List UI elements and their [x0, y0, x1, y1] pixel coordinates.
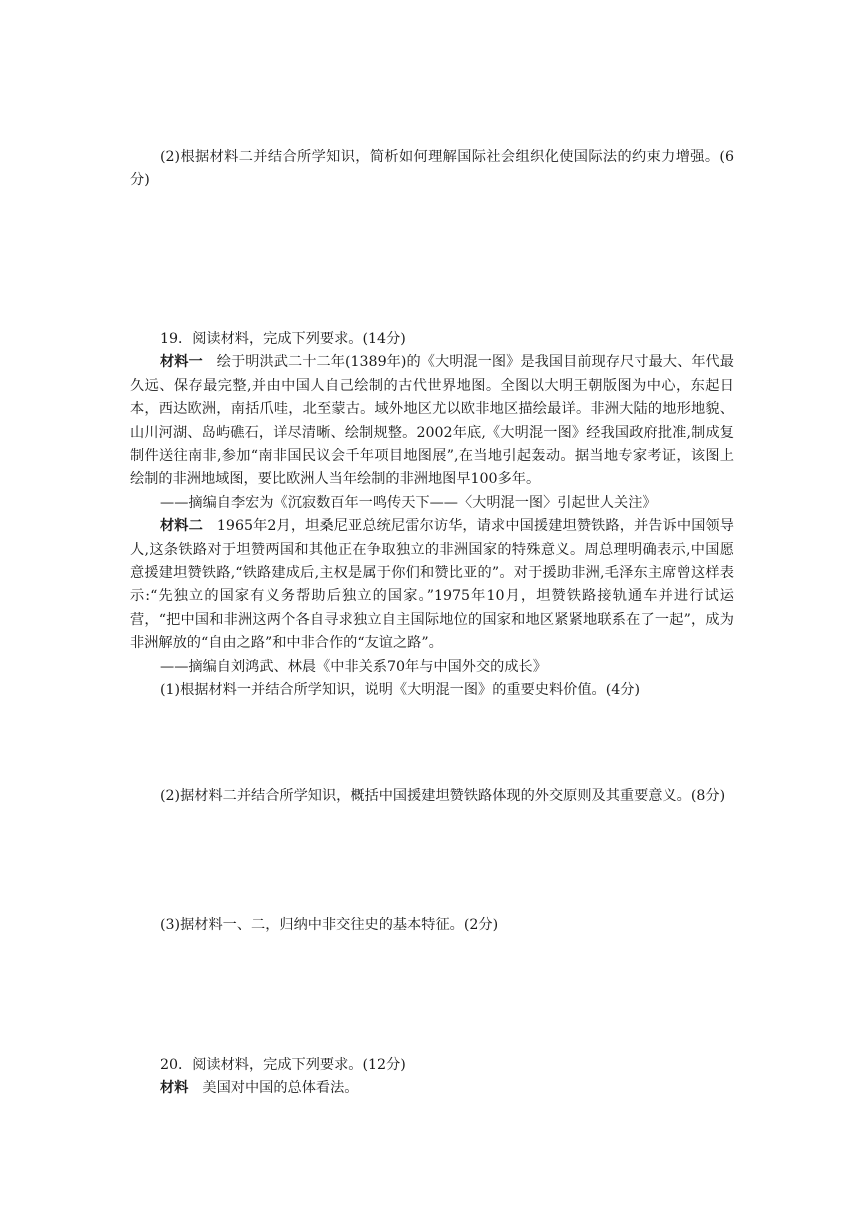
- material2-label: 材料二: [160, 518, 203, 535]
- material1-source: ——摘编自李宏为《沉寂数百年一鸣传天下——〈大明混一图〉引起世人关注》: [160, 494, 657, 511]
- q19-material1: [130, 351, 734, 491]
- q20-material-text: 美国对中国的总体看法。: [202, 1080, 359, 1097]
- material2-text: 1965年2月，坦桑尼亚总统尼雷尔访华，请求中国援建坦赞铁路，并告诉中国领导人,这条铁路对于坦赞两国和其他正在争取独立的非洲国家的特殊意义。周总理明确表示,中国愿意援建坦赞铁路,“铁路建成后,主权是属于你们和赞比亚的”。对于援助非洲,毛泽东主席曾这样表示:“先独立的国家有义务帮助后独立的国家。”1975年10月，坦赞铁路接轨通车并进行试运营，“把中国和非洲这两个各自寻求独立自主国际地位的国家和地区紧紧地联系在了一起”，成为非洲解放的“自由之路”和中非合作的“友谊之路”。: [130, 518, 734, 652]
- q19-material2: [130, 515, 734, 655]
- q19-heading: 19．阅读材料，完成下列要求。(14分): [160, 331, 406, 347]
- q20-material-label: 材料: [160, 1080, 189, 1097]
- material1-label: 材料一: [160, 354, 203, 371]
- material2-source: ——摘编自刘鸿武、林晨《中非关系70年与中国外交的成长》: [160, 658, 547, 675]
- q19-part2-prompt: (2)据材料二并结合所学知识，概括中国援建坦赞铁路体现的外交原则及其重要意义。(8分): [160, 788, 726, 804]
- material1-text: 绘于明洪武二十二年(1389年)的《大明混一图》是我国目前现存尺寸最大、年代最久远、保存最完整,并由中国人自己绘制的古代世界地图。全图以大明王朝版图为中心，东起日本，西达欧洲，南括爪哇，北至蒙古。域外地区尤以欧非地区描绘最详。非洲大陆的地形地貌、山川河湖、岛屿礁石，详尽清晰、绘制规整。2002年底,《大明混一图》经我国政府批准,制成复制件送往南非,参加“南非国民议会千年项目地图展”,在当地引起轰动。据当地专家考证，该图上绘制的非洲地域图，要比欧洲人当年绘制的非洲地图早100多年。: [130, 354, 734, 488]
- q19-part3-prompt: (3)据材料一、二，归纳中非交往史的基本特征。(2分): [160, 917, 499, 933]
- q20-material: [130, 1077, 734, 1100]
- q19-part1-prompt: (1)根据材料一并结合所学知识，说明《大明混一图》的重要史料价值。(4分): [160, 682, 641, 698]
- q18-part2-prompt: (2)根据材料二并结合所学知识，简析如何理解国际社会组织化使国际法的约束力增强。(6分): [130, 149, 734, 189]
- q20-heading: 20．阅读材料，完成下列要求。(12分): [160, 1057, 406, 1073]
